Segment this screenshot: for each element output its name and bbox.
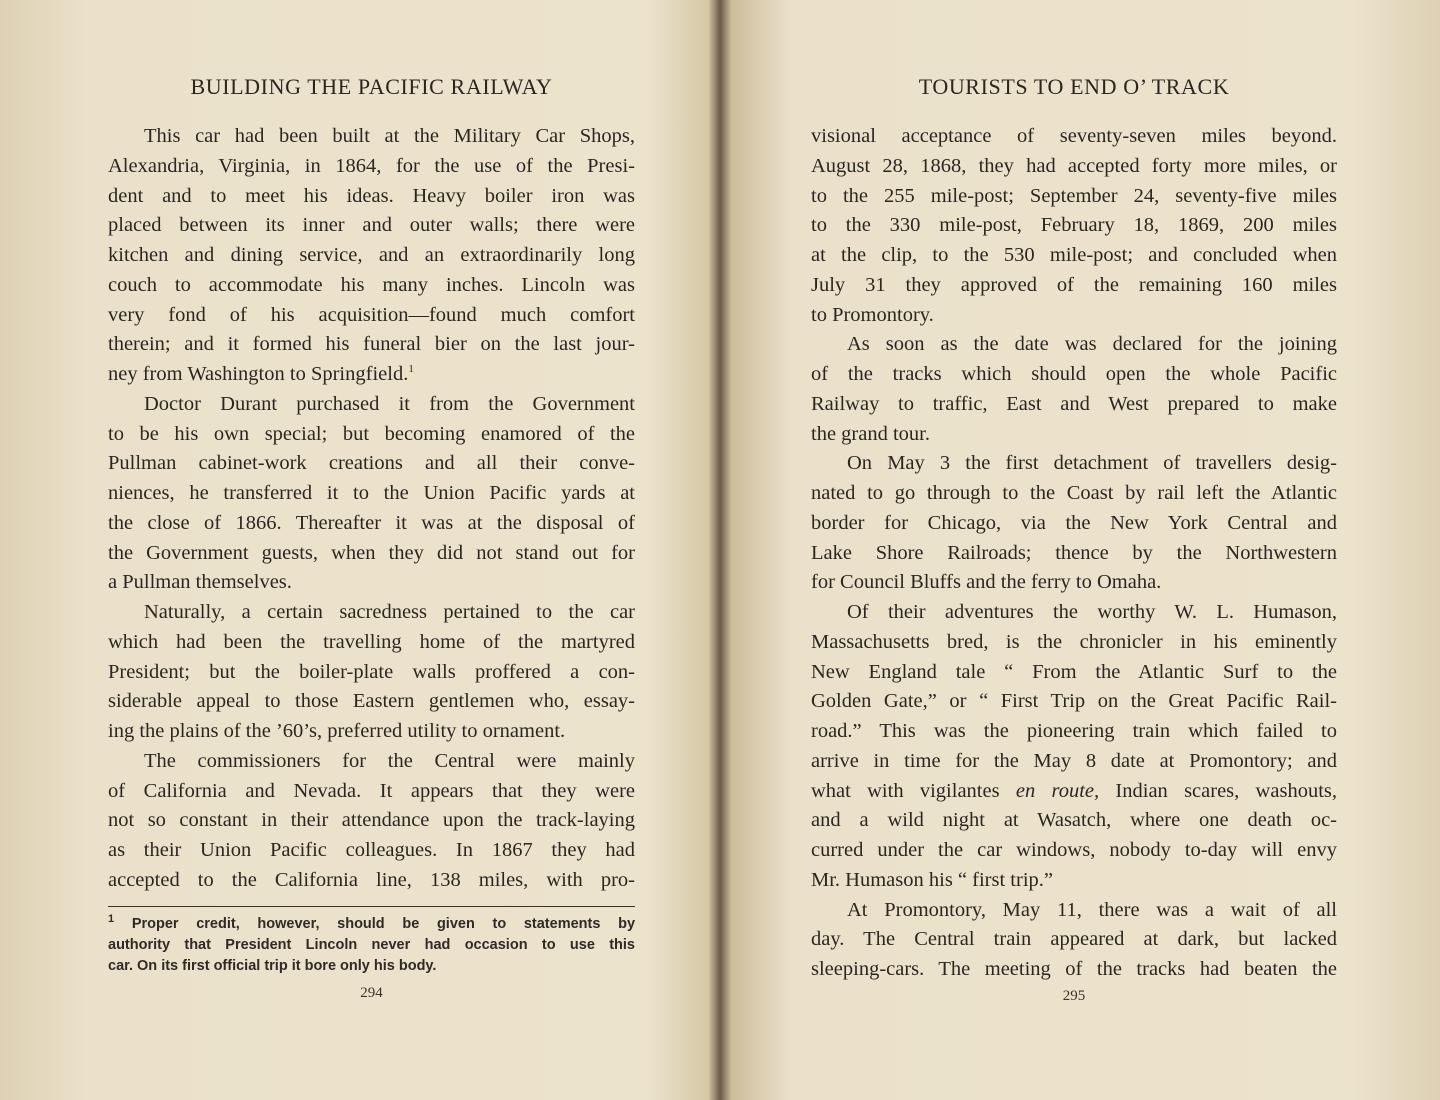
- text-line: [108, 747, 635, 777]
- footnote-line: [108, 935, 635, 956]
- text-line: [811, 360, 1337, 390]
- page-body: [811, 122, 1337, 985]
- line-text: to be his own special; but becoming enamored of the: [108, 422, 635, 445]
- text-line: [811, 568, 1337, 598]
- line-text: New England tale “ From the Atlantic Surf to the: [811, 660, 1337, 683]
- text-line: [811, 598, 1337, 628]
- line-text: At Promontory, May 11, there was a wait of all: [847, 898, 1337, 921]
- text-line: [108, 330, 635, 360]
- line-text: nated to go through to the Coast by rail left the Atlantic: [811, 482, 1337, 504]
- footnote-line: [108, 956, 635, 977]
- line-text: Indian scares, washouts,: [1099, 779, 1337, 802]
- text-line: [811, 152, 1337, 182]
- line-text: for Council Bluffs and the ferry to Omaha.: [811, 571, 1162, 594]
- text-line: [108, 568, 635, 598]
- text-line: [811, 479, 1337, 509]
- line-text: authority that President Lincoln never had occasion to use this: [108, 937, 635, 953]
- line-text: July 31 they approved of the remaining 160 miles: [811, 273, 1337, 296]
- line-text: of California and Nevada. It appears that they were: [108, 779, 635, 802]
- line-text: Proper credit, however, should be given to statements by: [131, 916, 636, 932]
- line-text: Golden Gate,” or “ First Trip on the Great Pacific Rail-: [811, 690, 1337, 713]
- line-text: the Government guests, when they did not stand out for: [108, 541, 635, 564]
- line-text: President; but the boiler-plate walls proffered a con-: [108, 660, 635, 683]
- line-text: Alexandria, Virginia, in 1864, for the use of the Presi-: [108, 154, 635, 177]
- line-text: Doctor Durant purchased it from the Government: [144, 392, 635, 415]
- text-line: [108, 658, 635, 688]
- line-text: The commissioners for the Central were mainly: [144, 749, 635, 772]
- line-text: Lake Shore Railroads; thence by the Northwestern: [811, 541, 1337, 564]
- text-line: [108, 420, 635, 450]
- page-number: 294: [360, 985, 383, 1001]
- line-text: a Pullman themselves.: [108, 571, 292, 594]
- line-text: Naturally, a certain sacredness pertained to the car: [144, 601, 635, 623]
- text-line: [108, 360, 635, 390]
- line-text: very fond of his acquisition—found much comfort: [108, 303, 635, 326]
- line-text: Of their adventures the worthy W. L. Humason,: [847, 601, 1337, 623]
- line-text: therein; and it formed his funeral bier on the last jour-: [108, 333, 635, 356]
- text-line: [811, 955, 1337, 985]
- line-text: border for Chicago, via the New York Central and: [811, 511, 1337, 534]
- footnote-rule: [108, 906, 635, 907]
- text-line: [811, 271, 1337, 301]
- text-line: [108, 152, 635, 182]
- line-text: the close of 1866. Thereafter it was at the disposal of: [108, 511, 635, 534]
- line-text: ing the plains of the ’60’s, preferred utility to ornament.: [108, 720, 566, 742]
- text-line: [811, 420, 1337, 450]
- text-line: [108, 271, 635, 301]
- line-text: not so constant in their attendance upon the track-laying: [108, 809, 635, 832]
- text-line: [108, 598, 635, 628]
- line-text: placed between its inner and outer walls; there were: [108, 214, 635, 237]
- line-text: what with vigilantes: [811, 779, 1016, 802]
- text-line: [108, 717, 635, 747]
- line-text: road.” This was the pioneering train which failed to: [811, 720, 1337, 742]
- line-text: ney from Washington to Springfield.: [108, 363, 409, 385]
- text-line: [811, 539, 1337, 569]
- line-text: dent and to meet his ideas. Heavy boiler iron was: [108, 184, 635, 207]
- footnote-ref: 1: [408, 363, 414, 376]
- text-line: [811, 806, 1337, 836]
- line-text: visional acceptance of seventy-seven miles beyond.: [811, 125, 1337, 147]
- text-line: [811, 866, 1337, 896]
- line-text: couch to accommodate his many inches. Lincoln was: [108, 273, 635, 296]
- page-number: 295: [1062, 988, 1086, 1004]
- text-line: [108, 539, 635, 569]
- text-line: [811, 449, 1337, 479]
- text-line: [811, 509, 1337, 539]
- line-text: curred under the car windows, nobody to-day will envy: [811, 839, 1337, 861]
- text-line: [108, 182, 635, 212]
- line-text: day. The Central train appeared at dark, but lacked: [811, 928, 1337, 951]
- line-text: which had been the travelling home of the martyred: [108, 630, 635, 653]
- text-line: [108, 687, 635, 717]
- text-line: [811, 390, 1337, 420]
- running-head: BUILDING THE PACIFIC RAILWAY: [190, 74, 553, 99]
- text-line: [108, 449, 635, 479]
- text-line: [108, 211, 635, 241]
- text-line: [811, 628, 1337, 658]
- text-line: [811, 330, 1337, 360]
- italic-text: en route,: [1015, 779, 1100, 802]
- line-text: siderable appeal to those Eastern gentlemen who, essay-: [108, 690, 635, 713]
- line-text: Pullman cabinet-work creations and all their conve-: [108, 452, 635, 475]
- line-text: niences, he transferred it to the Union Pacific yards at: [108, 482, 635, 504]
- text-line: [811, 896, 1337, 926]
- line-text: as their Union Pacific colleagues. In 1867 they had: [108, 839, 635, 861]
- text-line: [811, 925, 1337, 955]
- footnote-marker: 1: [108, 913, 115, 926]
- text-line: [108, 301, 635, 331]
- line-text: the grand tour.: [811, 422, 930, 445]
- line-text: Railway to traffic, East and West prepared to make: [811, 392, 1337, 415]
- text-line: [108, 479, 635, 509]
- line-text: Massachusetts bred, is the chronicler in his eminently: [811, 630, 1337, 653]
- text-line: [811, 836, 1337, 866]
- page-body: [108, 122, 635, 896]
- text-line: [108, 628, 635, 658]
- left-page: [108, 0, 635, 1100]
- line-text: and a wild night at Wasatch, where one death oc-: [811, 809, 1337, 832]
- text-line: [108, 836, 635, 866]
- line-text: As soon as the date was declared for the joining: [847, 333, 1337, 356]
- text-line: [108, 241, 635, 271]
- line-text: Mr. Humason his “ first trip.”: [811, 868, 1053, 891]
- text-line: [811, 658, 1337, 688]
- line-text: of the tracks which should open the whole Pacific: [811, 363, 1337, 385]
- line-text: August 28, 1868, they had accepted forty more miles, or: [811, 154, 1337, 177]
- line-text: at the clip, to the 530 mile-post; and concluded when: [811, 244, 1337, 266]
- line-text: kitchen and dining service, and an extraordinarily long: [108, 244, 635, 266]
- line-text: to the 330 mile-post, February 18, 1869, 200 miles: [811, 214, 1337, 237]
- line-text: This car had been built at the Military Car Shops,: [144, 125, 635, 147]
- line-text: car. On its first official trip it bore only his body.: [108, 958, 437, 974]
- text-line: [108, 509, 635, 539]
- text-line: [811, 211, 1337, 241]
- text-line: [811, 182, 1337, 212]
- right-page: [811, 0, 1337, 1100]
- text-line: [108, 806, 635, 836]
- footnote-line: [108, 914, 635, 935]
- running-head: TOURISTS TO END O’ TRACK: [918, 74, 1230, 99]
- line-text: On May 3 the first detachment of travellers desig-: [847, 452, 1337, 475]
- text-line: [108, 866, 635, 896]
- line-text: to the 255 mile-post; September 24, seventy-five miles: [811, 184, 1337, 207]
- text-line: [108, 777, 635, 807]
- text-line: [811, 747, 1337, 777]
- text-line: [811, 241, 1337, 271]
- text-line: [811, 122, 1337, 152]
- line-text: to Promontory.: [811, 303, 934, 326]
- text-line: [811, 687, 1337, 717]
- footnote: [108, 914, 635, 977]
- text-line: [811, 301, 1337, 331]
- text-line: [108, 390, 635, 420]
- line-text: accepted to the California line, 138 miles, with pro-: [108, 868, 635, 891]
- text-line: [108, 122, 635, 152]
- text-line: [811, 777, 1337, 807]
- line-text: arrive in time for the May 8 date at Promontory; and: [811, 749, 1337, 772]
- text-line: [811, 717, 1337, 747]
- line-text: sleeping-cars. The meeting of the tracks had beaten the: [811, 958, 1337, 980]
